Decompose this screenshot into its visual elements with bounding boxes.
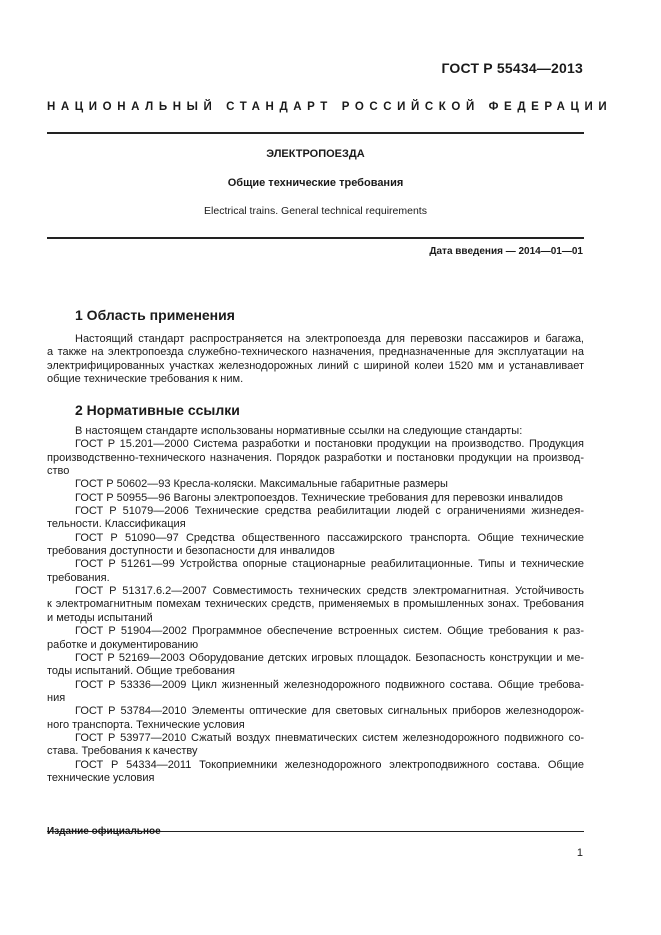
reference-line: ство: [47, 465, 70, 478]
top-divider: [47, 132, 584, 134]
text-line: электрифицированных участках железнодорожных линий с шириной колеи 1520 мм и устанавливает: [47, 359, 584, 372]
text-line: В настоящем стандарте использованы нормативные ссылки на следующие стандарты:: [75, 425, 523, 437]
document-title: ЭЛЕКТРОПОЕЗДА: [266, 148, 365, 160]
reference-line: ГОСТ Р 53977—2010 Сжатый воздух пневматических систем железнодорожного подвижного со-: [75, 731, 584, 744]
reference-line: тельности. Классификация: [47, 518, 186, 531]
section-heading-scope: 1 Область применения: [75, 307, 235, 323]
official-edition-label: Издание официальное: [47, 826, 161, 837]
reference-line: ГОСТ Р 50602—93 Кресла-коляски. Максимальные габаритные размеры: [75, 478, 448, 491]
text-line: Настоящий стандарт распространяется на электропоезда для перевозки пассажиров и багажа,: [75, 333, 584, 345]
reference-line: ГОСТ Р 53336—2009 Цикл жизненный железнодорожного подвижного состава. Общие требова-: [75, 678, 584, 691]
reference-line: ГОСТ Р 51261—99 Устройства опорные стационарные реабилитационные. Типы и технические: [75, 558, 584, 571]
reference-line: става. Требования к качеству: [47, 745, 198, 758]
reference-line: требования.: [47, 571, 110, 584]
document-number: ГОСТ Р 55434—2013: [441, 60, 583, 76]
reference-line: ГОСТ Р 52169—2003 Оборудование детских игровых площадок. Безопасность конструкции и ме-: [75, 651, 584, 664]
reference-line: и методы испытаний: [47, 611, 153, 624]
reference-line: требования доступности и безопасности для инвалидов: [47, 545, 335, 558]
text-line: а также на электропоезда служебно-технического назначения, предназначенные для эксплуатации на: [47, 346, 584, 359]
reference-line: ния: [47, 691, 66, 704]
reference-line: технические условия: [47, 771, 155, 784]
national-standard-banner: НАЦИОНАЛЬНЫЙ СТАНДАРТ РОССИЙСКОЙ ФЕДЕРАЦИИ: [47, 101, 613, 113]
reference-line: тоды испытаний. Общие требования: [47, 665, 235, 678]
reference-line: ГОСТ Р 50955—96 Вагоны электропоездов. Технические требования для перевозки инвалидов: [75, 491, 564, 504]
text-line: общие технические требования к ним.: [47, 373, 244, 386]
reference-line: ГОСТ Р 51079—2006 Технические средства реабилитации людей с ограничениями жизнедея-: [75, 505, 584, 518]
introduction-date: Дата введения — 2014—01—01: [429, 246, 583, 257]
title-divider: [47, 237, 584, 239]
page-number: 1: [576, 847, 583, 859]
reference-line: ГОСТ Р 51090—97 Средства общественного пассажирского транспорта. Общие технические: [75, 531, 584, 544]
reference-line: работке и документированию: [47, 638, 199, 651]
english-title: Electrical trains. General technical requirements: [204, 205, 427, 217]
document-subtitle: Общие технические требования: [227, 177, 404, 189]
reference-line: ГОСТ Р 51317.6.2—2007 Совместимость технических средств электромагнитная. Устойчивость: [75, 585, 584, 598]
references-list: [47, 425, 584, 785]
reference-line: к электромагнитным помехам технических средств, применяемых в промышленных зонах. Требования: [47, 598, 584, 611]
reference-line: ГОСТ Р 54334—2011 Токоприемники железнодорожного электроподвижного состава. Общие: [75, 758, 584, 771]
scope-paragraph: [47, 333, 584, 386]
reference-line: ГОСТ Р 15.201—2000 Система разработки и постановки продукции на производство. Продукция: [75, 438, 584, 451]
section-heading-references: 2 Нормативные ссылки: [75, 402, 240, 418]
reference-line: ГОСТ Р 51904—2002 Программное обеспечение встроенных систем. Общие требования к раз-: [75, 625, 584, 638]
reference-line: ного транспорта. Технические условия: [47, 718, 245, 731]
reference-line: производственно-технического назначения. Порядок разработки и постановки продукции на производ-: [47, 451, 584, 464]
reference-line: ГОСТ Р 53784—2010 Элементы оптические для световых сигнальных приборов железнодорож-: [75, 705, 584, 718]
